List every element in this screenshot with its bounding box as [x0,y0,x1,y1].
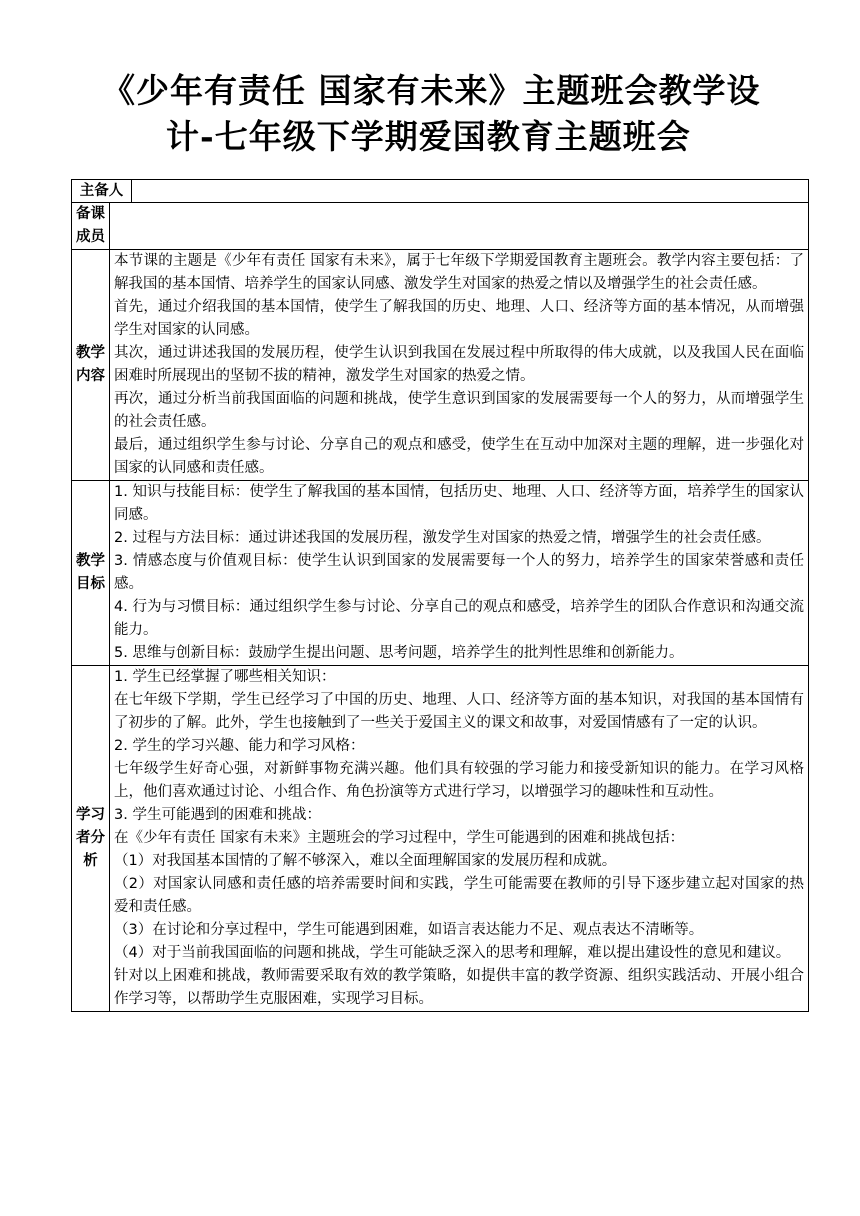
goal-item: 3. 情感态度与价值观目标：使学生认识到国家的发展需要每一个人的努力，培养学生的国家荣誉感和责任感。 [114,553,804,592]
content-row [72,250,809,481]
host-label: 主备人 [72,180,132,202]
host-row [72,180,809,203]
learner-paragraph: （2）对国家认同感和责任感的培养需要时间和实践，学生可能需要在教师的引导下逐步建立起对国家的热爱和责任感。 [114,876,804,915]
content-paragraph: 最后，通过组织学生参与讨论、分享自己的观点和感受，使学生在互动中加深对主题的理解，进一步强化对国家的认同感和责任感。 [114,437,804,476]
lesson-plan-table [71,179,809,1012]
content-cell [110,250,809,481]
goal-item: 4. 行为与习惯目标：通过组织学生参与讨论、分享自己的观点和感受，培养学生的团队合作意识和沟通交流能力。 [114,599,804,638]
learner-paragraph: 1. 学生已经掌握了哪些相关知识： [114,669,336,685]
title-line-2: 计-七年级下学期爱国教育主题班会 [166,117,691,156]
learner-paragraph: （3）在讨论和分享过程中，学生可能遇到困难，如语言表达能力不足、观点表达不清晰等。 [114,922,704,938]
learner-paragraph: 2. 学生的学习兴趣、能力和学习风格： [114,738,365,754]
document-title [60,68,820,160]
members-label: 备课成员 [72,203,110,250]
learner-paragraph: 针对以上困难和挑战，教师需要采取有效的教学策略，如提供丰富的教学资源、组织实践活动、开展小组合作学习等，以帮助学生克服困难，实现学习目标。 [114,968,804,1007]
goals-cell [110,481,809,666]
learner-paragraph: 在七年级下学期，学生已经学习了中国的历史、地理、人口、经济等方面的基本知识，对我国的基本国情有了初步的了解。此外，学生也接触到了一些关于爱国主义的课文和故事，对爱国情感有了一定的认识。 [114,692,804,731]
goal-item: 5. 思维与创新目标：鼓励学生提出问题、思考问题，培养学生的批判性思维和创新能力。 [114,645,684,661]
title-line-1: 《少年有责任 国家有未来》主题班会教学设 [102,71,761,110]
members-value [110,203,809,250]
learner-paragraph: （4）对于当前我国面临的问题和挑战，学生可能缺乏深入的思考和理解，难以提出建设性的意见和建议。 [114,945,791,961]
host-value [132,180,808,202]
content-paragraph: 首先，通过介绍我国的基本国情，使学生了解我国的历史、地理、人口、经济等方面的基本情况，从而增强学生对国家的认同感。 [114,299,804,338]
content-paragraph: 再次，通过分析当前我国面临的问题和挑战，使学生意识到国家的发展需要每一个人的努力，从而增强学生的社会责任感。 [114,391,804,430]
goals-label: 教学目标 [72,481,110,666]
goals-row [72,481,809,666]
content-paragraph: 其次，通过讲述我国的发展历程，使学生认识到我国在发展过程中所取得的伟大成就，以及我国人民在面临困难时所展现出的坚韧不拔的精神，激发学生对国家的热爱之情。 [114,345,804,384]
learner-label: 学习者分析 [72,666,110,1012]
goal-item: 2. 过程与方法目标：通过讲述我国的发展历程，激发学生对国家的热爱之情，增强学生的社会责任感。 [114,530,771,546]
goal-item: 1. 知识与技能目标：使学生了解我国的基本国情，包括历史、地理、人口、经济等方面，培养学生的国家认同感。 [114,484,804,523]
learner-paragraph: 七年级学生好奇心强，对新鲜事物充满兴趣。他们具有较强的学习能力和接受新知识的能力。在学习风格上，他们喜欢通过讨论、小组合作、角色扮演等方式进行学习，以增强学习的趣味性和互动性。 [114,761,804,800]
members-row [72,203,809,250]
learner-cell [110,666,809,1012]
learner-paragraph: （1）对我国基本国情的了解不够深入，难以全面理解国家的发展历程和成就。 [114,853,617,869]
learner-paragraph: 在《少年有责任 国家有未来》主题班会的学习过程中，学生可能遇到的困难和挑战包括： [114,830,685,846]
learner-row [72,666,809,1012]
learner-paragraph: 3. 学生可能遇到的困难和挑战： [114,807,321,823]
content-label: 教学内容 [72,250,110,481]
content-paragraph: 本节课的主题是《少年有责任 国家有未来》，属于七年级下学期爱国教育主题班会。教学内容主要包括：了解我国的基本国情、培养学生的国家认同感、激发学生对国家的热爱之情以及增强学生的社会责任感。 [114,253,804,292]
